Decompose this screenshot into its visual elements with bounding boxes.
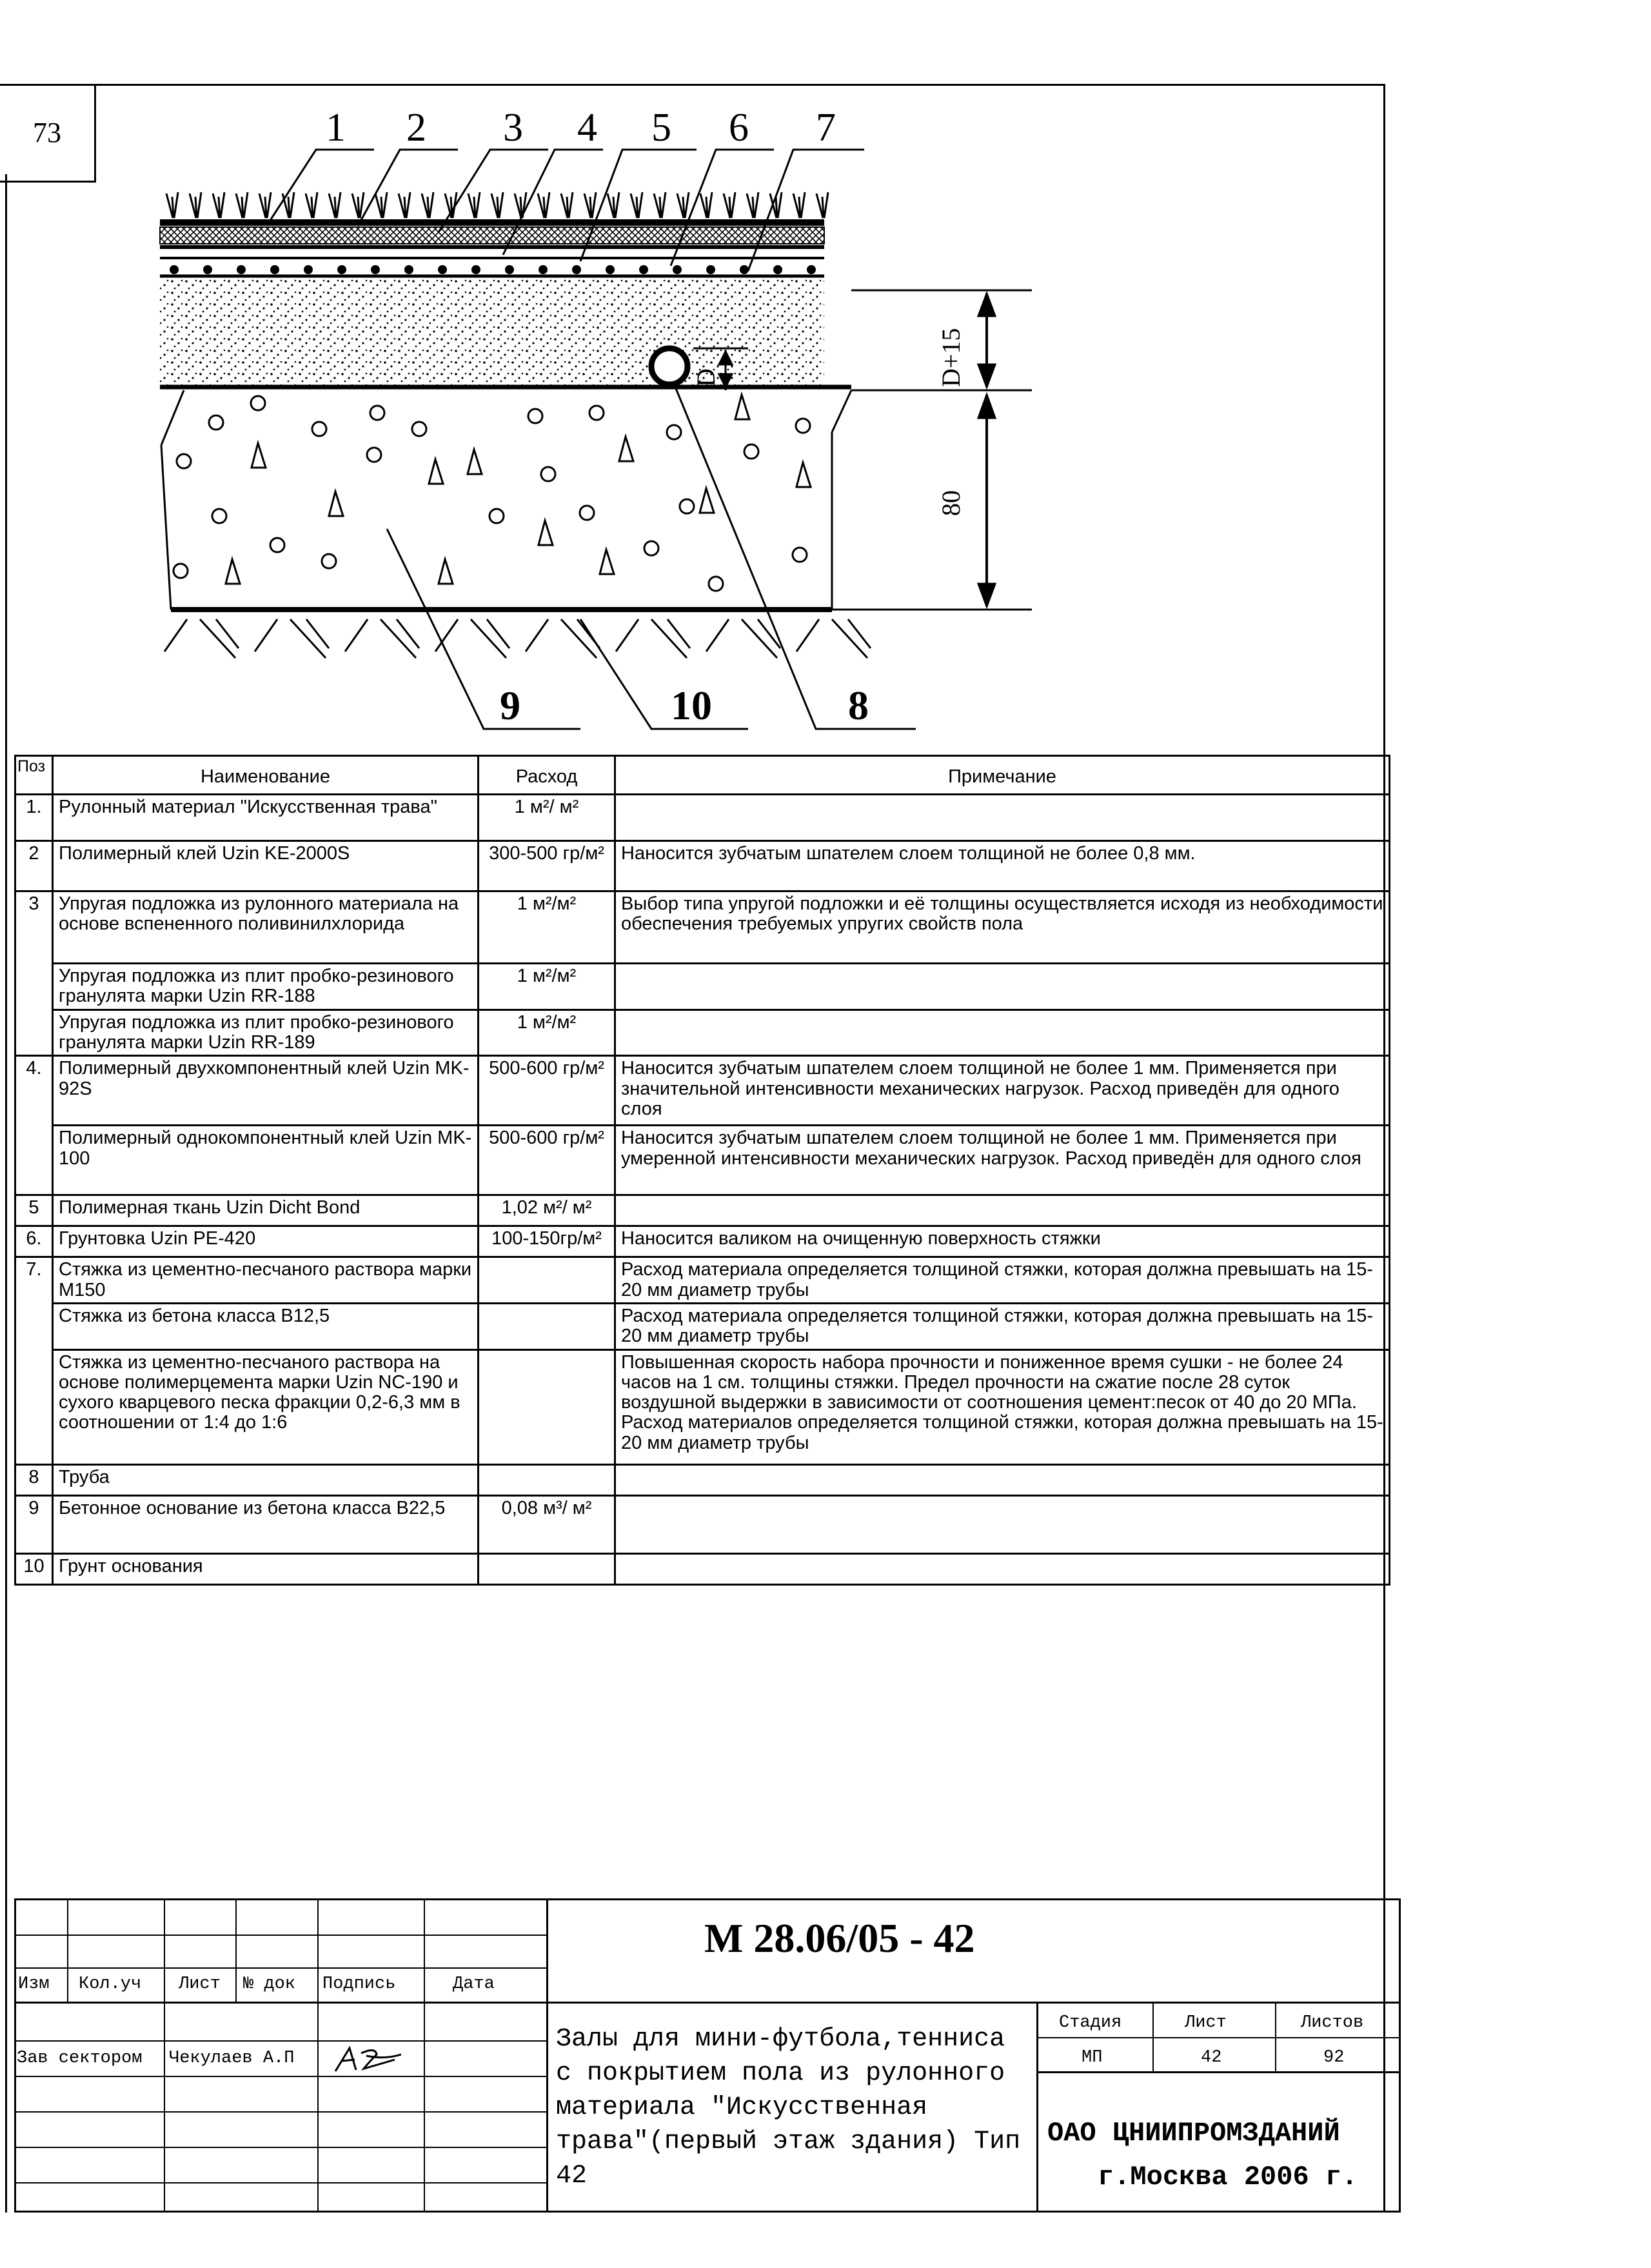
cell-note: Расход материала определяется толщиной стяжки, которая должна превышать на 15-20 мм диаметр трубы — [615, 1257, 1390, 1304]
adhesive-dot — [606, 265, 615, 274]
cell-name: Бетонное основание из бетона класса В22,5 — [53, 1495, 479, 1553]
adhesive-dot — [673, 265, 682, 274]
table-row — [15, 1010, 1390, 1056]
adhesive-dot — [371, 265, 380, 274]
col-header-list: Лист — [179, 1975, 221, 1994]
cell-consumption — [479, 1257, 615, 1304]
stage-value: МП — [1082, 2048, 1103, 2067]
sheets-value: 92 — [1323, 2048, 1345, 2067]
adhesive-dot — [471, 265, 480, 274]
signature-mark — [330, 2040, 414, 2079]
adhesive-dot — [807, 265, 816, 274]
spec-rows — [15, 795, 1390, 1585]
adhesive-dot — [337, 265, 346, 274]
col-header-kol-uch: Кол.уч — [79, 1975, 142, 1994]
callout-5: 5 — [651, 106, 671, 150]
cell-name: Грунтовка Uzin PE-420 — [53, 1226, 479, 1257]
header-name: Наименование — [53, 756, 479, 795]
cell-pos: 1. — [15, 795, 53, 841]
specification-table — [14, 755, 1390, 1586]
cell-consumption — [479, 1553, 615, 1584]
adhesive-dot — [539, 265, 548, 274]
cell-note — [615, 795, 1390, 841]
sheet-value: 42 — [1201, 2048, 1222, 2067]
cell-note — [615, 964, 1390, 1010]
cell-note: Наносится зубчатым шпателем слоем толщиной не более 0,8 мм. — [615, 841, 1390, 891]
table-row — [15, 1553, 1390, 1584]
soil-hatch — [616, 619, 690, 658]
grass-layer — [166, 192, 828, 218]
cell-name: Упругая подложка из рулонного материала на основе вспененного поливинилхлорида — [53, 891, 479, 964]
callout-3: 3 — [503, 106, 523, 150]
callout-2: 2 — [406, 106, 426, 150]
adhesive-dots — [170, 265, 816, 274]
cell-note — [615, 1010, 1390, 1056]
cell-consumption: 500-600 гр/м² — [479, 1056, 615, 1126]
callout-9: 9 — [500, 682, 520, 728]
adhesive-dot — [505, 265, 514, 274]
cell-name: Стяжка из цементно-песчаного раствора на основе полимерцемента марки Uzin NC-190 и сухого кварцевого песка фракции 0,2-6,3 мм в соотношении от 1:4 до 1:6 — [53, 1349, 479, 1464]
cell-pos: 10 — [15, 1553, 53, 1584]
adhesive-dot — [203, 265, 212, 274]
table-row — [15, 1056, 1390, 1126]
adhesive-dot — [706, 265, 715, 274]
callout-1: 1 — [326, 106, 346, 150]
cell-pos: 6. — [15, 1226, 53, 1257]
cell-consumption — [479, 1349, 615, 1464]
cell-name: Упругая подложка из плит пробко-резинового гранулята марки Uzin RR-188 — [53, 964, 479, 1010]
header-consumption: Расход — [479, 756, 615, 795]
cell-pos: 7. — [15, 1257, 53, 1464]
adhesive-dot — [237, 265, 246, 274]
cell-note — [615, 1464, 1390, 1495]
page-number: 73 — [0, 84, 96, 183]
col-header-izm: Изм — [18, 1975, 50, 1994]
table-row — [15, 1226, 1390, 1257]
person-name: Чекулаев А.П — [169, 2049, 295, 2068]
cell-note — [615, 1553, 1390, 1584]
cell-note — [615, 1195, 1390, 1226]
cell-note: Наносится зубчатым шпателем слоем толщиной не более 1 мм. Применяется при значительной интенсивности механических нагрузок. Расход приведён для одного слоя — [615, 1056, 1390, 1126]
cell-name: Стяжка из цементно-песчаного раствора марки М150 — [53, 1257, 479, 1304]
adhesive-dot — [740, 265, 749, 274]
city-year: г.Москва 2006 г. — [1098, 2162, 1358, 2193]
table-row — [15, 795, 1390, 841]
cell-pos: 9 — [15, 1495, 53, 1553]
soil-hatch — [526, 619, 600, 658]
pipe — [651, 348, 687, 384]
table-row — [15, 1195, 1390, 1226]
cell-name: Полимерный однокомпонентный клей Uzin MK-100 — [53, 1126, 479, 1195]
table-row — [15, 1303, 1390, 1349]
col-header-doc-num: № док — [243, 1975, 296, 1994]
dim-screed-thickness: D+15 — [936, 328, 965, 387]
adhesive-dot — [270, 265, 279, 274]
cell-note: Наносится зубчатым шпателем слоем толщиной не более 1 мм. Применяется при умеренной интенсивности механических нагрузок. Расход приведён для одного слоя — [615, 1126, 1390, 1195]
cell-consumption: 1 м²/м² — [479, 964, 615, 1010]
cell-pos: 4. — [15, 1056, 53, 1195]
cell-consumption: 1 м²/ м² — [479, 795, 615, 841]
cell-consumption — [479, 1464, 615, 1495]
cell-name: Рулонный материал "Искусственная трава" — [53, 795, 479, 841]
dim-base-thickness: 80 — [936, 490, 965, 516]
title-block — [14, 1898, 1401, 2213]
cell-consumption: 1,02 м²/ м² — [479, 1195, 615, 1226]
adhesive-dot — [404, 265, 413, 274]
callout-10: 10 — [671, 682, 712, 728]
callout-8: 8 — [848, 682, 869, 728]
col-header-date: Дата — [453, 1975, 495, 1994]
document-description: Залы для мини-футбола,тенниса с покрытием пола из рулонного материала "Искусственная трава"(первый этаж здания) Тип 42 — [556, 2025, 1021, 2191]
adhesive-dot — [170, 265, 179, 274]
cell-consumption: 500-600 гр/м² — [479, 1126, 615, 1195]
stage-label: Стадия — [1059, 2013, 1122, 2033]
cell-name: Труба — [53, 1464, 479, 1495]
sheets-label: Листов — [1301, 2013, 1364, 2033]
adhesive-dot — [639, 265, 648, 274]
organization-name: ОАО ЦНИИПРОМЗДАНИЙ — [1047, 2118, 1340, 2149]
callout-6: 6 — [729, 106, 749, 150]
sheet-label: Лист — [1185, 2013, 1227, 2033]
cell-pos: 2 — [15, 841, 53, 891]
dim-pipe-diameter: D — [691, 368, 720, 387]
adhesive-dot — [773, 265, 782, 274]
header-pos: Поз — [15, 756, 53, 795]
cell-pos: 8 — [15, 1464, 53, 1495]
callout-4: 4 — [577, 106, 597, 150]
table-row — [15, 841, 1390, 891]
adhesive-dot — [438, 265, 447, 274]
cell-pos: 5 — [15, 1195, 53, 1226]
document-code: М 28.06/05 - 42 — [704, 1915, 975, 1961]
floor-cross-section-diagram — [0, 0, 1651, 755]
cell-note: Расход материала определяется толщиной стяжки, которая должна превышать на 15-20 мм диаметр трубы — [615, 1303, 1390, 1349]
table-row — [15, 1464, 1390, 1495]
soil-hatch — [255, 619, 329, 658]
cell-consumption: 300-500 гр/м² — [479, 841, 615, 891]
table-row — [15, 1126, 1390, 1195]
role-label: Зав сектором — [17, 2049, 143, 2068]
layer-adhesive — [160, 245, 824, 249]
cell-pos: 3 — [15, 891, 53, 1056]
soil-hatch — [796, 619, 871, 658]
table-row — [15, 1257, 1390, 1304]
table-row — [15, 1495, 1390, 1553]
soil-hatch — [164, 619, 239, 658]
cell-name: Полимерная ткань Uzin Dicht Bond — [53, 1195, 479, 1226]
cell-note: Наносится валиком на очищенную поверхность стяжки — [615, 1226, 1390, 1257]
layer-underlay — [160, 227, 824, 244]
table-row — [15, 891, 1390, 964]
cell-name: Полимерный клей Uzin KE-2000S — [53, 841, 479, 891]
cell-name: Стяжка из бетона класса В12,5 — [53, 1303, 479, 1349]
cell-name: Упругая подложка из плит пробко-резинового гранулята марки Uzin RR-189 — [53, 1010, 479, 1056]
table-row — [15, 964, 1390, 1010]
cell-note: Повышенная скорость набора прочности и пониженное время сушки - не более 24 часов на 1 см. толщины стяжки. Предел прочности на сжатие после 28 суток воздушной выдержки в зависимости от соотношения цемент:песок от 40 до 20 МПа. Расход материалов определяется толщиной стяжки, которая должна превышать на 15-20 мм диаметр трубы — [615, 1349, 1390, 1464]
adhesive-dot — [572, 265, 581, 274]
soil-hatching — [164, 619, 871, 658]
layer-turf-backing — [160, 219, 824, 226]
cell-note — [615, 1495, 1390, 1553]
header-note: Примечание — [615, 756, 1390, 795]
cell-consumption — [479, 1303, 615, 1349]
adhesive-dot — [304, 265, 313, 274]
soil-hatch — [706, 619, 780, 658]
table-row — [15, 1349, 1390, 1464]
cell-note: Выбор типа упругой подложки и её толщины осуществляется исходя из необходимости обеспечения требуемых упругих свойств пола — [615, 891, 1390, 964]
cell-consumption: 0,08 м³/ м² — [479, 1495, 615, 1553]
soil-hatch — [345, 619, 419, 658]
cell-consumption: 1 м²/м² — [479, 891, 615, 964]
cell-consumption: 100-150гр/м² — [479, 1226, 615, 1257]
cell-name: Полимерный двухкомпонентный клей Uzin MK-92S — [53, 1056, 479, 1126]
cell-consumption: 1 м²/м² — [479, 1010, 615, 1056]
cell-name: Грунт основания — [53, 1553, 479, 1584]
col-header-signature: Подпись — [322, 1975, 396, 1994]
callout-7: 7 — [816, 106, 836, 150]
